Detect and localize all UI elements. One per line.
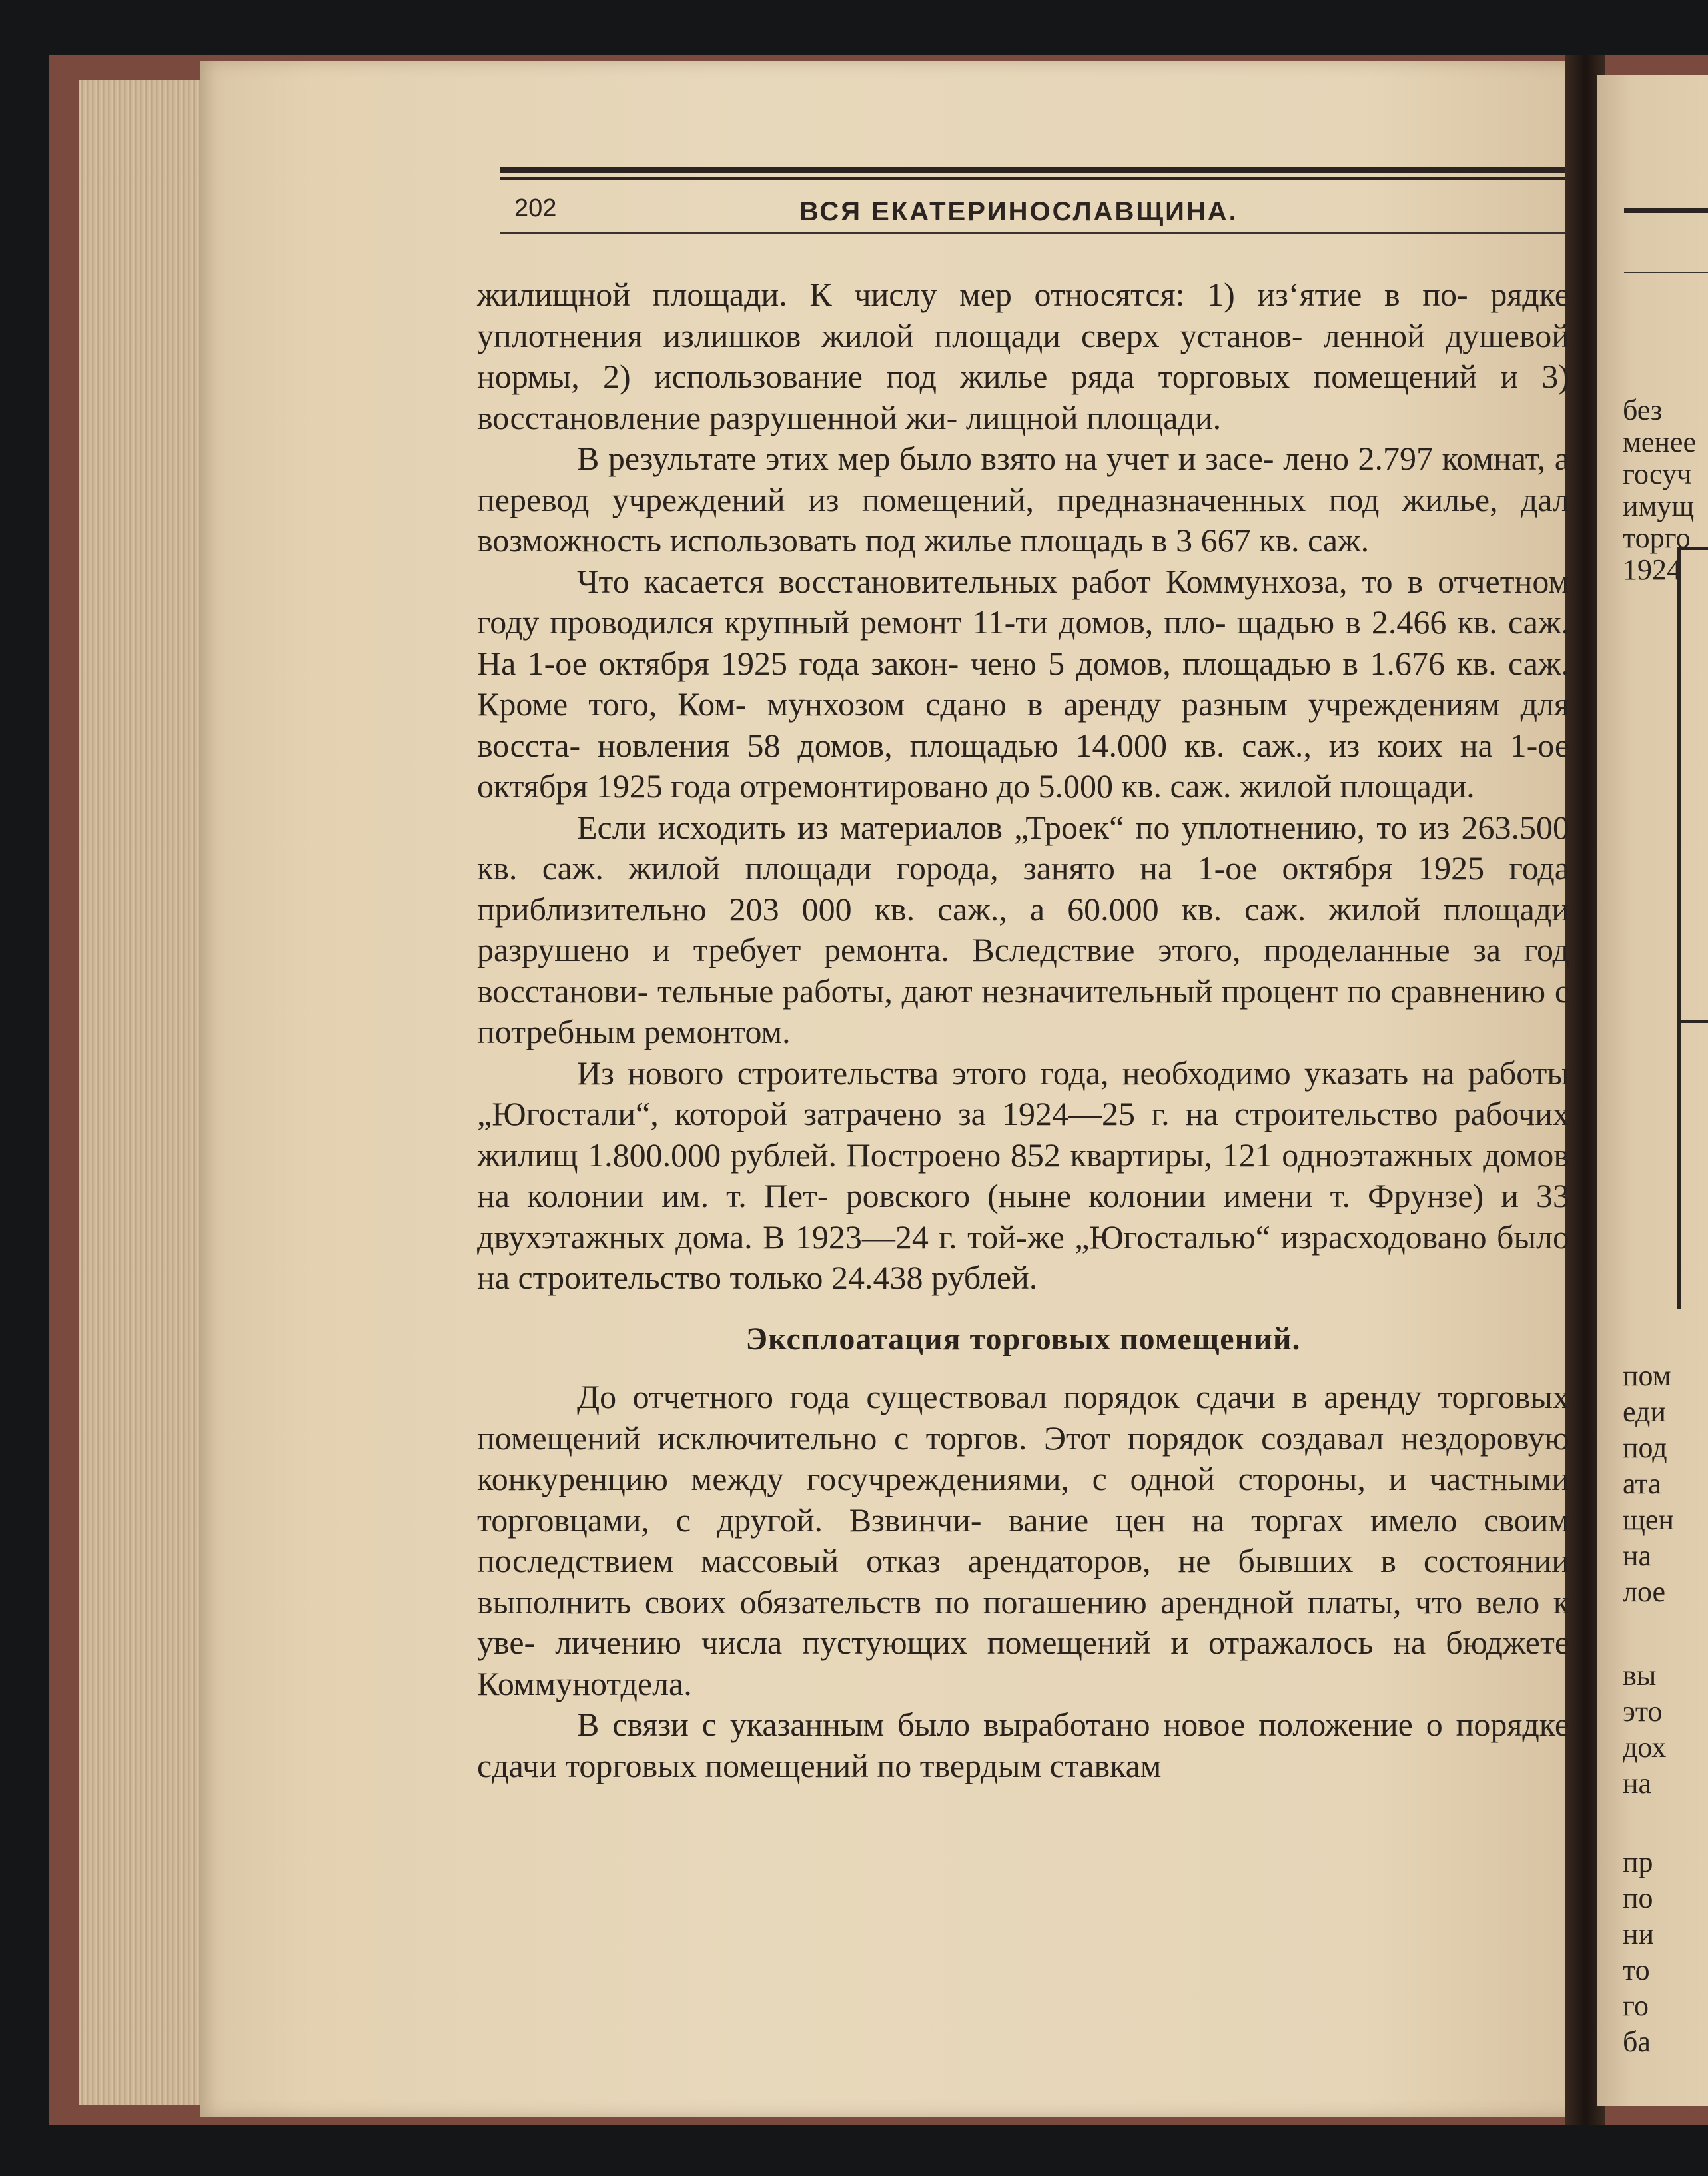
right-page-fragment: дох <box>1623 1731 1667 1764</box>
right-page-fragment: 1924 <box>1623 553 1681 586</box>
right-page-fragment: лое <box>1623 1575 1666 1608</box>
right-page-fragment: ба <box>1623 2025 1651 2058</box>
paragraph <box>477 1377 1569 1704</box>
text-line: рядке уплотнения излишков жилой площади сверх установ- <box>477 276 1569 354</box>
right-page-fragment: менее <box>1623 426 1696 458</box>
paragraph <box>477 561 1569 807</box>
text-line: лено 2.797 комнат, а перевод учреждений из помещений, <box>477 440 1569 518</box>
text-line: то из 263.500 кв. саж. жилой площади города, занято на <box>477 808 1570 887</box>
text-line: о порядке сдачи торговых помещений по твердым ставкам <box>477 1706 1570 1784</box>
right-page-fragment: госуч <box>1623 458 1692 490</box>
paragraph <box>477 1704 1569 1786</box>
text-line: ровского (ныне колонии имени т. Фрунзе) и 33 двухэтажных <box>477 1177 1569 1256</box>
text-line: Если исходить из материалов „Троек“ по уплотнению, <box>577 808 1365 846</box>
text-line: В результате этих мер было взято на учет и засе- <box>577 440 1274 477</box>
right-page-table-frame <box>1677 547 1708 1309</box>
right-page-fragment: торго <box>1623 522 1691 554</box>
text-line: в отчетном году проводился крупный ремонт 11-ти домов, пло- <box>477 562 1570 641</box>
right-page-fragment: под <box>1623 1431 1667 1464</box>
right-page-fragment: пом <box>1623 1359 1671 1392</box>
header-rule <box>500 167 1565 173</box>
text-line: ленной душевой нормы, 2) использование под жилье ряда <box>477 316 1570 395</box>
right-page-fragment: щен <box>1623 1503 1674 1536</box>
text-line: 1-ое октября 1925 года приблизительно 203 000 кв. саж., <box>477 849 1569 928</box>
right-page-table-rule <box>1681 1020 1708 1023</box>
text-line: под жилье площадь в 3 667 кв. саж. <box>865 522 1370 559</box>
header-rule-thin <box>500 177 1565 180</box>
right-page-fragment: ата <box>1623 1467 1661 1500</box>
text-line: на работы „Югостали“, которой затрачено за 1924—25 г. на <box>477 1054 1570 1132</box>
right-page-fragment: го <box>1623 1990 1649 2022</box>
text-line: вание цен на торгах имело своим последствием массовый <box>477 1501 1570 1579</box>
text-line: 852 квартиры, 121 одноэтажных домов на колонии им. т. Пет- <box>477 1136 1570 1214</box>
text-line: лищной площади. <box>965 398 1222 436</box>
right-page-fragment: еди <box>1623 1395 1666 1428</box>
text-line: щадью в 2.466 кв. саж. На 1-ое октября 1925 года закон- <box>477 603 1569 682</box>
text-line: тельные работы, дают незначительный процент по сравнению <box>657 972 1546 1010</box>
right-page-fragment: на <box>1623 1539 1652 1572</box>
text-line: торговых помещений и 3) восстановление разрушенной жи- <box>477 358 1570 436</box>
text-line: чено 5 домов, площадью в 1.676 кв. саж. Кроме того, Ком- <box>477 644 1570 723</box>
text-line: торговых помещений исключительно с торгов. Этот порядок <box>477 1378 1570 1457</box>
text-line: В связи с указанным было выработано новое положение <box>577 1706 1413 1743</box>
text-line: жилой площади. <box>1240 767 1475 805</box>
right-page <box>1597 75 1708 2106</box>
right-page-fragment: то <box>1623 1954 1650 1986</box>
paragraph <box>477 438 1569 561</box>
right-page-header-rule <box>1624 208 1708 213</box>
text-line: строительство рабочих жилищ 1.800.000 рублей. Построено <box>477 1095 1569 1174</box>
paragraph <box>477 274 1569 438</box>
text-line: на строительство только 24.438 рублей. <box>477 1259 1038 1296</box>
text-line: с одной стороны, и частными торговцами, с другой. Взвинчи- <box>477 1460 1570 1539</box>
section-heading: Эксплоатация торговых помещений. <box>745 1321 1301 1357</box>
paragraph <box>477 1053 1569 1299</box>
text-line: предназначенных под жилье, дал возможность использовать <box>477 480 1570 559</box>
right-page-fragment: без <box>1623 394 1663 426</box>
text-line: дома. В 1923—24 г. той-же „Югосталью“ израсходовано было <box>675 1218 1570 1256</box>
running-title: ВСЯ ЕКАТЕРИНОСЛАВЩИНА. <box>799 197 1238 226</box>
text-line: жилищной площади. К числу мер относятся: 1) из‘ятие в по- <box>477 276 1468 313</box>
text-line: новления 58 домов, площадью 14.000 кв. саж., из коих <box>598 726 1443 764</box>
text-line: До отчетного года существовал порядок сдачи в аренду <box>577 1378 1422 1415</box>
paragraph <box>477 807 1569 1053</box>
text-line: бюджете Коммунотдела. <box>477 1624 1570 1702</box>
text-line: личению числа пустующих помещений и отражалось на <box>555 1624 1426 1661</box>
text-line: обязательств по погашению арендной платы, что вело к уве- <box>477 1583 1570 1661</box>
right-page-thin-rule <box>1624 272 1708 273</box>
text-line: мунхозом сдано в аренду разным учреждениям для восста- <box>477 685 1570 764</box>
right-page-fragment: по <box>1623 1882 1653 1914</box>
text-line: Из нового строительства этого года, необходимо указать <box>577 1054 1409 1092</box>
right-page-fragment: ни <box>1623 1918 1655 1950</box>
text-line: Что касается восстановительных работ Коммунхоза, то <box>577 562 1393 600</box>
right-page-fragment: имущ <box>1623 490 1695 522</box>
right-page-fragment: на <box>1623 1767 1652 1800</box>
header-bottom-rule <box>500 232 1565 234</box>
right-page-fragment: вы <box>1623 1659 1657 1692</box>
text-line: на 1-ое октября 1925 года отремонтировано до 5.000 кв. саж. <box>477 726 1570 805</box>
right-page-fragment: это <box>1623 1695 1663 1728</box>
text-line: а 60.000 кв. саж. жилой площади разрушено и требует <box>477 890 1569 968</box>
text-column <box>477 274 1569 1786</box>
text-line: создавал нездоровую конкуренцию между госучреждениями, <box>477 1419 1570 1497</box>
text-line: ремонта. Вследствие этого, проделанные за год восстанови- <box>477 931 1569 1010</box>
page-number: 202 <box>514 194 557 222</box>
right-page-fragment: пр <box>1623 1846 1653 1878</box>
text-line: отказ арендаторов, не бывших в состоянии выполнить своих <box>477 1542 1570 1621</box>
text-line: с потребным ремонтом. <box>477 972 1570 1050</box>
